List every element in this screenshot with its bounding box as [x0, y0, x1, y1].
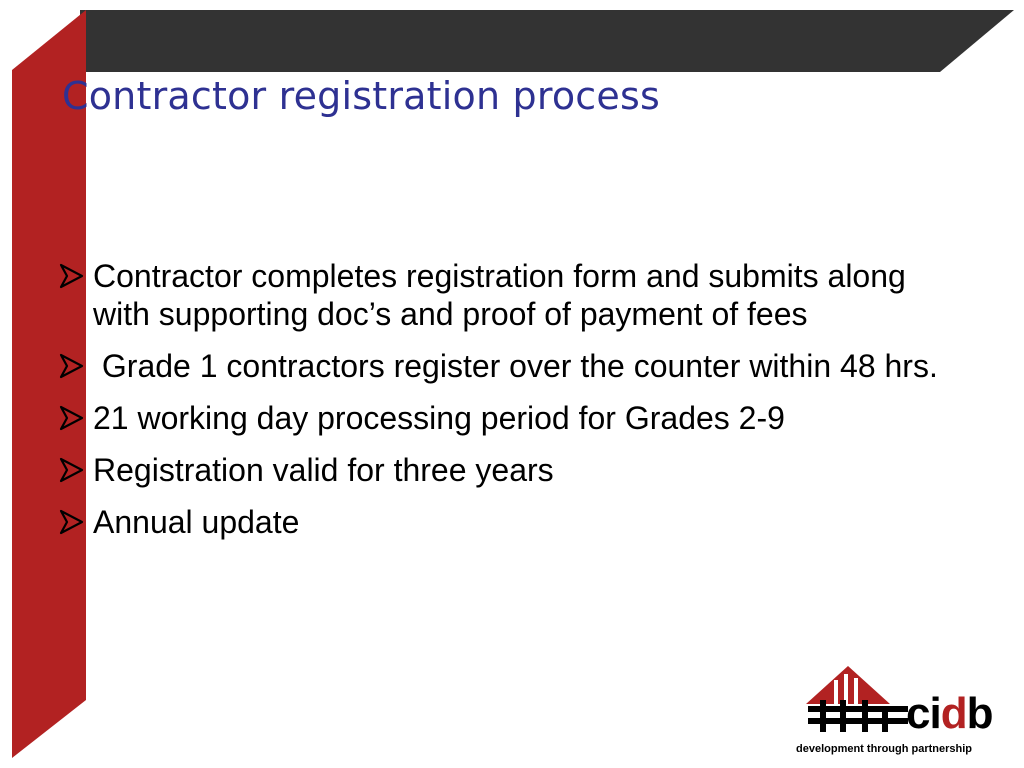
- arrow-bullet-icon: [58, 261, 86, 291]
- bullet-text: 21 working day processing period for Grades 2-9: [93, 400, 785, 436]
- arrow-bullet-icon: [58, 455, 86, 485]
- bullet-text: Contractor completes registration form and submits along with supporting doc’s and proof of payment of fees: [93, 258, 915, 332]
- bullet-item: [58, 451, 958, 489]
- cidb-logo: [796, 660, 1004, 760]
- bullet-text: Grade 1 contractors register over the counter within 48 hrs.: [93, 348, 938, 384]
- bullet-text: Annual update: [93, 504, 300, 540]
- slide-title: Contractor registration process: [62, 74, 660, 118]
- bullet-item: [58, 503, 958, 541]
- cidb-wordmark: cidb: [906, 689, 993, 738]
- bullet-text: Registration valid for three years: [93, 452, 554, 488]
- logo-tagline: development through partnership: [796, 743, 973, 755]
- bullet-item: [58, 257, 958, 333]
- arrow-bullet-icon: [58, 507, 86, 537]
- cidb-logo-mark-icon: [806, 660, 916, 740]
- arrow-bullet-icon: [58, 351, 86, 381]
- top-dark-band: [0, 0, 1024, 80]
- bullet-item: [58, 347, 958, 385]
- bullet-list: [58, 257, 958, 555]
- bullet-item: [58, 399, 958, 437]
- arrow-bullet-icon: [58, 403, 86, 433]
